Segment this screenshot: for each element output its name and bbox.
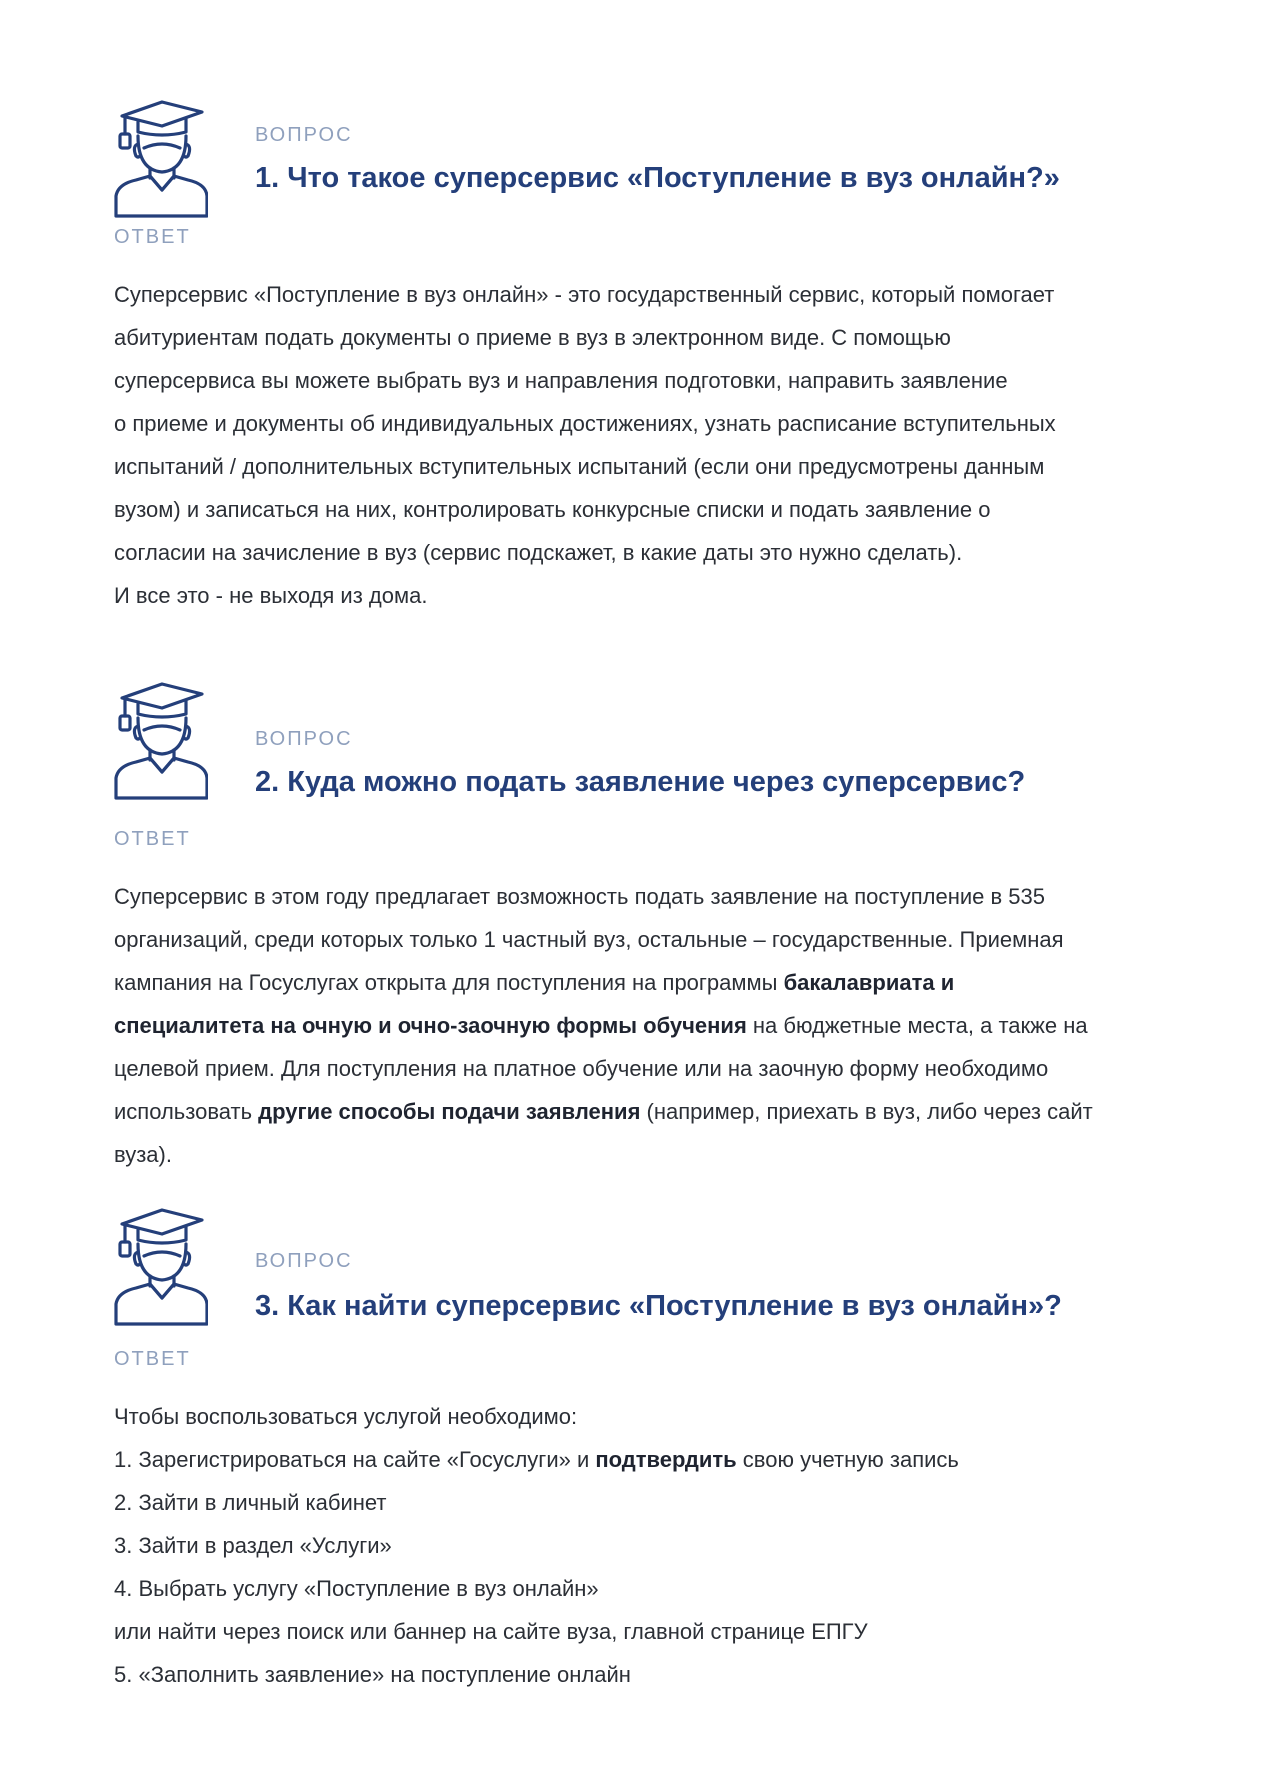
answer-line: вузом) и записаться на них, контролировать конкурсные списки и подать заявление о — [114, 497, 991, 522]
answer-line — [114, 961, 1154, 1004]
answer-body — [114, 273, 1154, 617]
answer-line — [114, 875, 1154, 918]
answer-body — [114, 875, 1154, 1176]
answer-line — [114, 1004, 1154, 1047]
answer-line: И все это - не выходя из дома. — [114, 583, 428, 608]
answer-text: Суперсервис в этом году предлагает возможность подать заявление на поступление в 535 — [114, 884, 1046, 909]
graduate-icon — [114, 1206, 208, 1326]
answer-label: ОТВЕТ — [114, 226, 191, 248]
answer-line: согласии на зачисление в вуз (сервис подскажет, в какие даты это нужно сделать). — [114, 540, 963, 565]
answer-line: суперсервиса вы можете выбрать вуз и направления подготовки, направить заявление — [114, 368, 1008, 393]
answer-line — [114, 1090, 1154, 1133]
answer-emphasis: бакалавриата и — [783, 970, 955, 995]
answer-text: 4. Выбрать услугу «Поступление в вуз онлайн» — [114, 1576, 599, 1601]
answer-line — [114, 1438, 1154, 1481]
question-title: 3. Как найти суперсервис «Поступление в вуз онлайн»? — [255, 1290, 1062, 1322]
answer-text: целевой прием. Для поступления на платное обучение или на заочную форму необходимо — [114, 1056, 1049, 1081]
answer-text: на бюджетные места, а также на — [746, 1013, 1088, 1038]
answer-line: о приеме и документы об индивидуальных достижениях, узнать расписание вступительных — [114, 411, 1056, 436]
answer-line — [114, 1481, 1154, 1524]
answer-emphasis: специалитета на очную и очно-заочную формы обучения — [114, 1013, 747, 1038]
answer-text: 1. Зарегистрироваться на сайте «Госуслуги» и — [114, 1447, 596, 1472]
answer-line — [114, 1610, 1154, 1653]
question-title: 1. Что такое суперсервис «Поступление в вуз онлайн?» — [255, 162, 1060, 194]
answer-text: 3. Зайти в раздел «Услуги» — [114, 1533, 392, 1558]
answer-line: испытаний / дополнительных вступительных испытаний (если они предусмотрены данным — [114, 454, 1045, 479]
answer-text: кампания на Госуслугах открыта для поступления на программы — [114, 970, 784, 995]
answer-emphasis: подтвердить — [595, 1447, 737, 1472]
answer-line: абитуриентам подать документы о приеме в вуз в электронном виде. С помощью — [114, 325, 951, 350]
answer-line — [114, 1524, 1154, 1567]
faq-item-1 — [114, 98, 1154, 617]
answer-text: или найти через поиск или баннер на сайте вуза, главной странице ЕПГУ — [114, 1619, 868, 1644]
answer-text: 5. «Заполнить заявление» на поступление онлайн — [114, 1662, 631, 1687]
question-header — [114, 98, 1154, 226]
graduate-icon — [114, 98, 208, 218]
faq-item-2 — [114, 680, 1154, 1176]
question-label: ВОПРОС — [255, 1250, 353, 1272]
answer-body — [114, 1395, 1154, 1696]
faq-item-3 — [114, 1206, 1154, 1696]
answer-line — [114, 1133, 1154, 1176]
question-label: ВОПРОС — [255, 124, 353, 146]
answer-line — [114, 1653, 1154, 1696]
answer-text: 2. Зайти в личный кабинет — [114, 1490, 387, 1515]
answer-text: свою учетную запись — [736, 1447, 959, 1472]
answer-line — [114, 1395, 1154, 1438]
question-title: 2. Куда можно подать заявление через суперсервис? — [255, 766, 1026, 798]
answer-line — [114, 1047, 1154, 1090]
question-label: ВОПРОС — [255, 728, 353, 750]
answer-text: организаций, среди которых только 1 частный вуз, остальные – государственные. Приемная — [114, 927, 1064, 952]
answer-line — [114, 1567, 1154, 1610]
answer-text: Чтобы воспользоваться услугой необходимо: — [114, 1404, 578, 1429]
answer-text: вуза). — [114, 1142, 172, 1167]
answer-line — [114, 918, 1154, 961]
graduate-icon — [114, 680, 208, 800]
answer-text: (например, приехать в вуз, либо через сайт — [640, 1099, 1093, 1124]
answer-label: ОТВЕТ — [114, 1348, 191, 1370]
question-header — [114, 1206, 1154, 1334]
answer-label: ОТВЕТ — [114, 828, 191, 850]
answer-emphasis: другие способы подачи заявления — [258, 1099, 641, 1124]
answer-text: использовать — [114, 1099, 259, 1124]
question-header — [114, 680, 1154, 808]
answer-line: Суперсервис «Поступление в вуз онлайн» - это государственный сервис, который помогает — [114, 282, 1055, 307]
